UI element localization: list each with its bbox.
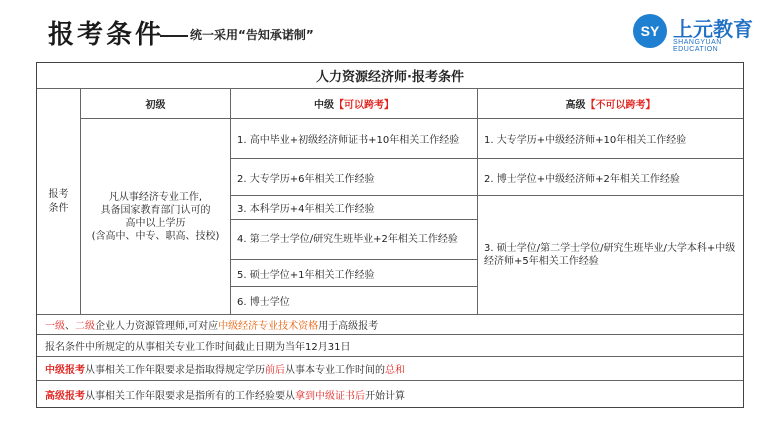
dash-decoration <box>160 35 188 37</box>
col-header-intermediate <box>231 89 478 119</box>
conditions-table <box>36 62 744 408</box>
col-senior-label: 高级 <box>565 100 586 111</box>
note4-d: 开始计算 <box>365 390 405 402</box>
col-intermediate-label: 中级 <box>314 100 334 111</box>
junior-line-3: 高中以上学历 <box>125 217 186 229</box>
note3-d: 从事本专业工作时间的 <box>285 365 385 376</box>
note-row-4 <box>37 381 743 407</box>
intermediate-item-2: 2. 大专学历+6年相关工作经验 <box>231 159 478 196</box>
note3-a: 中级报考 <box>45 365 85 376</box>
note1-d: 企业人力资源管理师,可对应 <box>95 321 219 332</box>
junior-line-4: (含高中、中专、职高、技校) <box>91 230 220 242</box>
note3-e: 总和 <box>385 365 405 376</box>
intermediate-item-4: 4. 第二学士学位/研究生班毕业+2年相关工作经验 <box>231 220 478 260</box>
subtitle-text: 统一采用“告知承诺制” <box>190 28 314 42</box>
intermediate-item-6: 6. 博士学位 <box>231 287 478 315</box>
col-header-junior: 初级 <box>81 89 231 119</box>
note4-b: 从事相关工作年限要求是指所有的工作经验要从 <box>85 390 295 402</box>
brand-logo <box>633 12 768 52</box>
note1-a: 一级 <box>45 321 65 332</box>
senior-item-2: 2. 博士学位+中级经济师+2年相关工作经验 <box>478 159 743 196</box>
junior-requirements <box>81 119 231 315</box>
senior-item-3: 3. 硕士学位/第二学士学位/研究生班毕业/大学本科+中级经济师+5年相关工作经验 <box>478 196 743 315</box>
note1-e: 中级经济专业技术资格 <box>218 321 319 332</box>
note1-b: 、 <box>65 321 75 332</box>
note-row-1 <box>37 315 743 335</box>
col-intermediate-note: 【可以跨考】 <box>334 100 394 111</box>
junior-line-1: 凡从事经济专业工作, <box>108 191 203 203</box>
intermediate-item-3: 3. 本科学历+4年相关工作经验 <box>231 196 478 220</box>
row-header <box>37 89 81 315</box>
note4-c: 拿到中级证书后 <box>295 390 365 402</box>
intermediate-item-5: 5. 硕士学位+1年相关工作经验 <box>231 260 478 287</box>
col-senior-note: 【不可以跨考】 <box>585 100 656 111</box>
senior-item-1: 1. 大专学历+中级经济师+10年相关工作经验 <box>478 119 743 159</box>
note1-f: 用于高级报考 <box>318 321 379 332</box>
page-subtitle <box>160 26 314 43</box>
logo-name: 上元教育 <box>673 17 753 41</box>
note3-c: 前后 <box>265 365 285 376</box>
note3-b: 从事相关工作年限要求是指取得规定学历 <box>85 365 265 376</box>
table-title: 人力资源经济师·报考条件 <box>37 63 743 89</box>
note-row-3 <box>37 357 743 381</box>
page-title: 报考条件 <box>48 20 165 50</box>
col-header-senior <box>478 89 743 119</box>
row-header-text: 报考 条件 <box>48 188 69 214</box>
note-row-2: 报名条件中所规定的从事相关专业工作时间截止日期为当年12月31日 <box>37 335 743 357</box>
junior-line-2: 具备国家教育部门认可的 <box>100 204 211 216</box>
intermediate-item-1: 1. 高中毕业+初级经济师证书+10年相关工作经验 <box>231 119 478 159</box>
logo-english: SHANGYUAN EDUCATION <box>673 39 722 53</box>
logo-mark-icon: SY <box>633 14 667 48</box>
note4-a: 高级报考 <box>45 390 85 402</box>
note1-c: 二级 <box>75 321 95 332</box>
